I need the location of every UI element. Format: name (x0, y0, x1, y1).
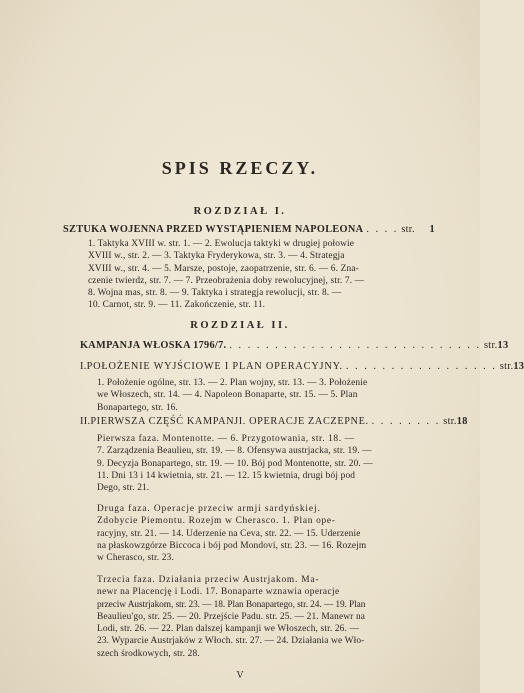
chapter-1-page: 1 (429, 224, 435, 235)
section-2-page: 18 (456, 416, 468, 427)
contents-line: 23. Wyparcie Austrjaków z Włoch. str. 27. — 24. Działania we Wło- (97, 636, 365, 647)
contents-line: przeciw Austrjakom, str. 23. — 18. Plan Bonapartego, str. 24. — 19. Plan (97, 599, 366, 610)
contents-line: 10. Carnot, str. 9. — 11. Zakończenie, str. 11. (88, 300, 266, 311)
contents-line: Druga faza. Operacje przeciw armji sardyńskiej. (97, 504, 321, 514)
contents-line: na płaskowzgórze Biccoca i bój pod Mondovi, str. 23. — 16. Rozejm (97, 540, 367, 551)
section-1-title: POŁOŻENIE WYJŚCIOWE I PLAN OPERACYJNY. (86, 361, 343, 372)
chapter-2-page: 13 (497, 340, 509, 351)
section-1-str: str. (499, 361, 514, 372)
contents-line: Dego, str. 21. (97, 483, 150, 494)
contents-line: Trzecia faza. Działania przeciw Austrjakom. Ma- (97, 575, 320, 585)
section-2-leader: . . . . . . . . (371, 416, 441, 427)
chapter-1-leader: . . . . (366, 224, 399, 235)
chapter-1-heading: ROZDZIAŁ I. (193, 206, 287, 217)
phase-3-paragraph (97, 574, 407, 660)
section-2-entry (80, 416, 468, 427)
contents-line: Zdobycie Piemontu. Rozejm w Cherasco. 1. Plan ope- (97, 516, 336, 527)
contents-line: 1. Taktyka XVIII w. str. 1. — 2. Ewolucja taktyki w drugiej połowie (88, 239, 355, 249)
page-title: SPIS RZECZY. (161, 158, 319, 178)
contents-line: newr na Placencję i Lodi. 17. Bonaparte wznawia operacje (97, 587, 340, 598)
contents-line: 11. Dni 13 i 14 kwietnia, str. 21. — 12. 15 kwietnia, drugi bój pod (97, 470, 356, 481)
section-1-page: 13 (513, 361, 524, 372)
contents-line: Pierwsza faza. Montenotte. — 6. Przygotowania, str. 18. — (97, 434, 355, 444)
chapter-2-leader: . . . . . . . . . . . . . . . . . . . . . . . . . . . . (229, 340, 481, 351)
contents-line: Lodi, str. 26. — 22. Plan dalszej kampanji we Włoszech, str. 26. — (97, 624, 360, 635)
contents-line: Bonapartego, str. 16. (97, 402, 179, 413)
page-number: V (236, 670, 244, 681)
chapter-2-heading: ROZDZIAŁ II. (190, 320, 290, 331)
contents-line: w Cherasco, str. 23. (97, 553, 174, 564)
contents-line: Beaulieu'go, str. 25. — 20. Przejście Padu. str. 25. — 21. Manewr na (97, 611, 366, 622)
chapter-1-title: SZTUKA WOJENNA PRZED WYSTĄPIENIEM NAPOLEONA (63, 224, 364, 235)
section-1-contents (97, 377, 407, 414)
contents-line: 7. Zarządzenia Beaulieu, str. 19. — 8. Ofensywa austrjacka, str. 19. — (97, 446, 372, 457)
contents-line: 8. Wojna mas, str. 8. — 9. Taktyka i strategja rewolucji, str. 8. — (88, 288, 342, 299)
contents-line: czenie twierdz, str. 7. — 7. Przeobrażenia doby rewolucyjnej, str. 7. — (88, 275, 365, 286)
chapter-1-str: str. (401, 224, 415, 235)
phase-2-paragraph (97, 503, 407, 564)
contents-line: XVIII w., str. 2. — 3. Taktyka Fryderykowa, str. 3. — 4. Strategja (88, 251, 345, 262)
contents-line: we Włoszech, str. 14. — 4. Napoleon Bonaparte, str. 15. — 5. Plan (97, 390, 358, 401)
contents-line: 9. Decyzja Bonapartego, str. 19. — 10. Bój pod Montenotte, str. 20. — (97, 458, 373, 469)
section-1-number: I. (80, 361, 87, 372)
section-1-entry (80, 361, 524, 372)
phase-1-paragraph (97, 433, 407, 494)
chapter-2-str: str. (484, 340, 498, 351)
contents-line: 1. Położenie ogólne, str. 13. — 2. Plan wojny, str. 13. — 3. Położenie (97, 378, 368, 388)
section-1-leader: . . . . . . . . . . . . . . . . . (345, 361, 497, 372)
chapter-1-entry (63, 224, 435, 235)
chapter-2-title: KAMPANJA WŁOSKA 1796/7. (80, 340, 227, 351)
section-2-title: PIERWSZA CZĘŚĆ KAMPANJI. OPERACJE ZACZEPNE. (90, 416, 369, 427)
contents-line: racyjny, str. 21. — 14. Uderzenie na Ceva, str. 22. — 15. Uderzenie (97, 528, 361, 539)
contents-line: szech środkowych, str. 28. (97, 648, 200, 659)
contents-line: XVIII w., str. 4. — 5. Marsze, postoje, zaopatrzenie, str. 6. — 6. Zna- (88, 263, 359, 274)
section-2-number: II. (80, 416, 91, 427)
chapter-2-entry (80, 340, 509, 351)
section-2-str: str. (443, 416, 457, 427)
chapter-1-contents (88, 238, 408, 312)
